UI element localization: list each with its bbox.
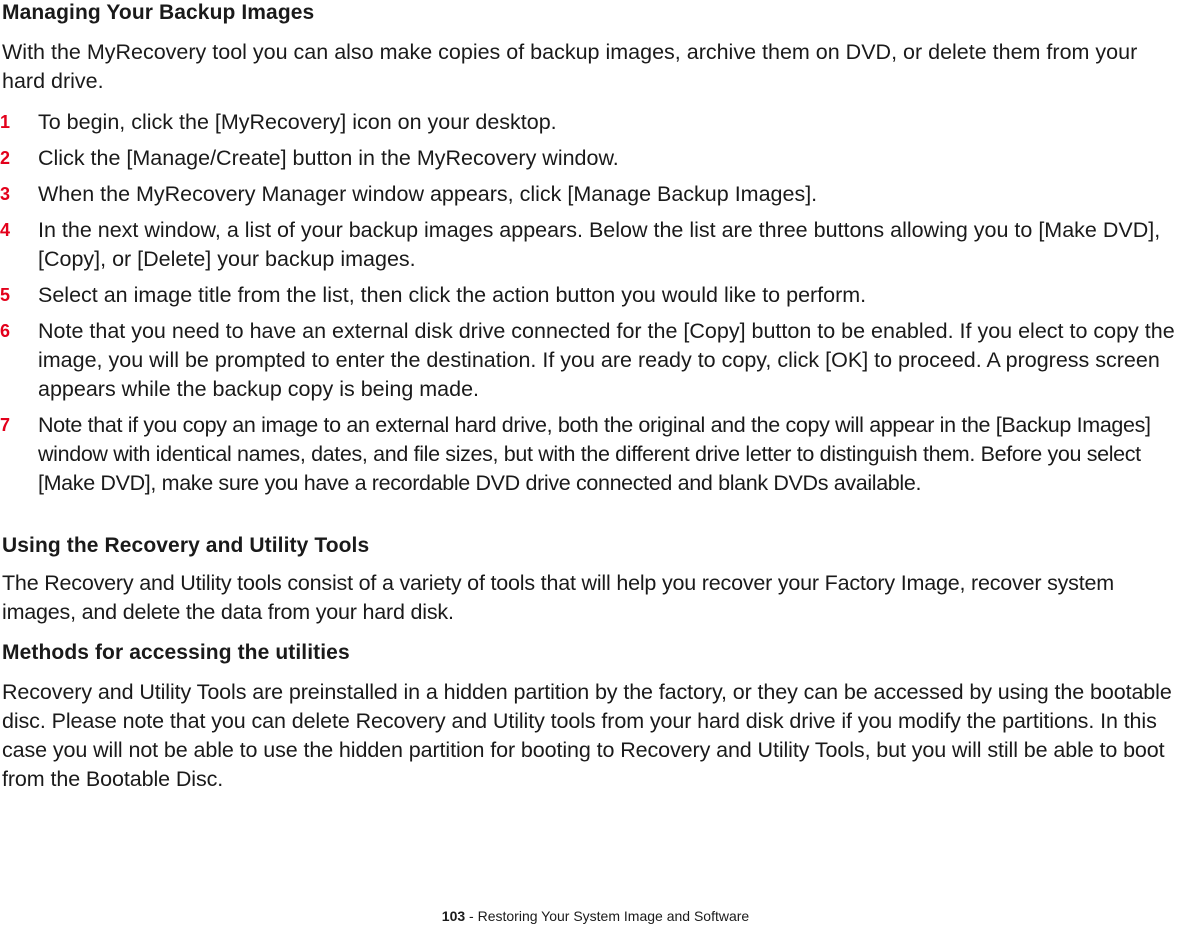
- step-number: 7: [0, 415, 10, 435]
- step-number: 6: [0, 321, 11, 341]
- list-item: [0, 317, 1191, 404]
- steps-list: [0, 108, 1191, 505]
- step-number: 4: [0, 220, 11, 240]
- page-footer: [0, 907, 1191, 925]
- list-item: [0, 180, 1191, 209]
- list-item: [0, 144, 1191, 173]
- intro-paragraph: With the MyRecovery tool you can also make copies of backup images, archive them on DVD, or delete them from your hard drive.: [2, 40, 1138, 93]
- step-number: 5: [0, 285, 11, 305]
- step-text: Select an image title from the list, then click the action button you would like to perform.: [38, 283, 867, 307]
- step-number: 3: [0, 184, 11, 204]
- footer-title: - Restoring Your System Image and Software: [465, 908, 750, 924]
- step-text: In the next window, a list of your backup images appears. Below the list are three buttons allowing you to [Make DVD], [Copy], or [Delete] your backup images.: [38, 218, 1161, 271]
- section-heading-managing-backup-images: Managing Your Backup Images: [2, 1, 315, 24]
- step-text: Note that you need to have an external disk drive connected for the [Copy] button to be enabled. If you elect to copy the image, you will be prompted to enter the destination. If you are ready to copy, click [OK] to proceed. A progress screen appears while the backup copy is being made.: [38, 319, 1175, 401]
- step-number: 1: [0, 112, 11, 132]
- list-item: [0, 281, 1191, 310]
- list-item: [0, 216, 1191, 274]
- section-heading-using-recovery-tools: Using the Recovery and Utility Tools: [2, 534, 370, 557]
- methods-paragraph: Recovery and Utility Tools are preinstalled in a hidden partition by the factory, or they can be accessed by using the bootable disc. Please note that you can delete Recovery and Utility tools from your hard disk drive if you modify the partitions. In this case you will not be able to use the hidden partition for booting to Recovery and Utility Tools, but you will still be able to boot from the Bootable Disc.: [2, 680, 1172, 791]
- step-text: Click the [Manage/Create] button in the MyRecovery window.: [38, 146, 619, 170]
- recovery-tools-paragraph: The Recovery and Utility tools consist of a variety of tools that will help you recover your Factory Image, recover system images, and delete the data from your hard disk.: [2, 571, 1114, 624]
- step-text: Note that if you copy an image to an external hard drive, both the original and the copy will appear in the [Backup Images] window with identical names, dates, and file sizes, but with the different drive letter to distinguish them. Before you select [Make DVD], make sure you have a recordable DVD drive connected and blank DVDs available.: [38, 413, 1151, 495]
- step-number: 2: [0, 148, 11, 168]
- list-item: [0, 108, 1191, 137]
- step-text: When the MyRecovery Manager window appears, click [Manage Backup Images].: [38, 182, 818, 206]
- section-heading-methods-accessing-utilities: Methods for accessing the utilities: [2, 641, 350, 664]
- step-text: To begin, click the [MyRecovery] icon on your desktop.: [38, 110, 557, 134]
- page-number: 103: [441, 908, 466, 924]
- list-item: [0, 411, 1191, 498]
